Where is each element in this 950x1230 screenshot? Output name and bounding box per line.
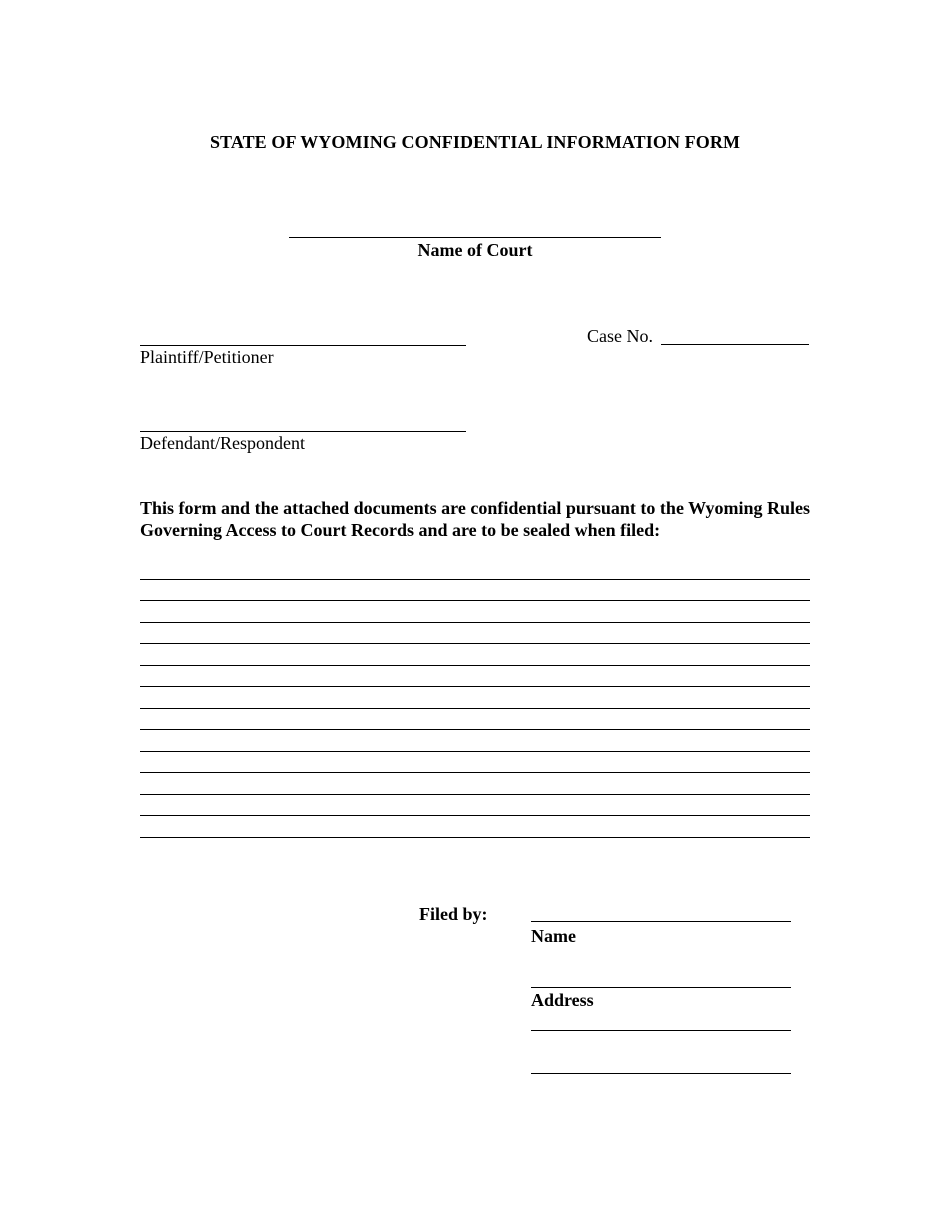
filer-name-label: Name — [531, 926, 576, 946]
filed-by-label: Filed by: — [419, 904, 488, 924]
info-line[interactable] — [140, 708, 810, 709]
plaintiff-field[interactable] — [140, 345, 466, 346]
confidentiality-notice: This form and the attached documents are confidential pursuant to the Wyoming Rules Governing Access to Court Records and are to be sealed when filed: — [140, 498, 810, 540]
defendant-field[interactable] — [140, 431, 466, 432]
defendant-label: Defendant/Respondent — [140, 433, 305, 453]
court-name-label: Name of Court — [417, 240, 533, 260]
case-number-field[interactable] — [661, 344, 809, 345]
case-number-label: Case No. — [587, 326, 653, 346]
form-title: STATE OF WYOMING CONFIDENTIAL INFORMATION FORM — [209, 132, 741, 152]
info-line[interactable] — [140, 815, 810, 816]
info-line[interactable] — [140, 794, 810, 795]
info-line[interactable] — [140, 665, 810, 666]
court-name-field[interactable] — [289, 237, 661, 238]
info-line[interactable] — [140, 729, 810, 730]
info-line[interactable] — [140, 579, 810, 580]
info-line[interactable] — [140, 686, 810, 687]
info-line[interactable] — [140, 772, 810, 773]
info-line[interactable] — [140, 643, 810, 644]
info-line[interactable] — [140, 600, 810, 601]
info-line[interactable] — [140, 837, 810, 838]
info-line[interactable] — [140, 751, 810, 752]
filer-address-line-2[interactable] — [531, 1030, 791, 1031]
filer-address-label: Address — [531, 990, 594, 1010]
filer-address-field[interactable] — [531, 987, 791, 988]
filer-name-field[interactable] — [531, 921, 791, 922]
info-line[interactable] — [140, 622, 810, 623]
filer-address-line-3[interactable] — [531, 1073, 791, 1074]
plaintiff-label: Plaintiff/Petitioner — [140, 347, 274, 367]
